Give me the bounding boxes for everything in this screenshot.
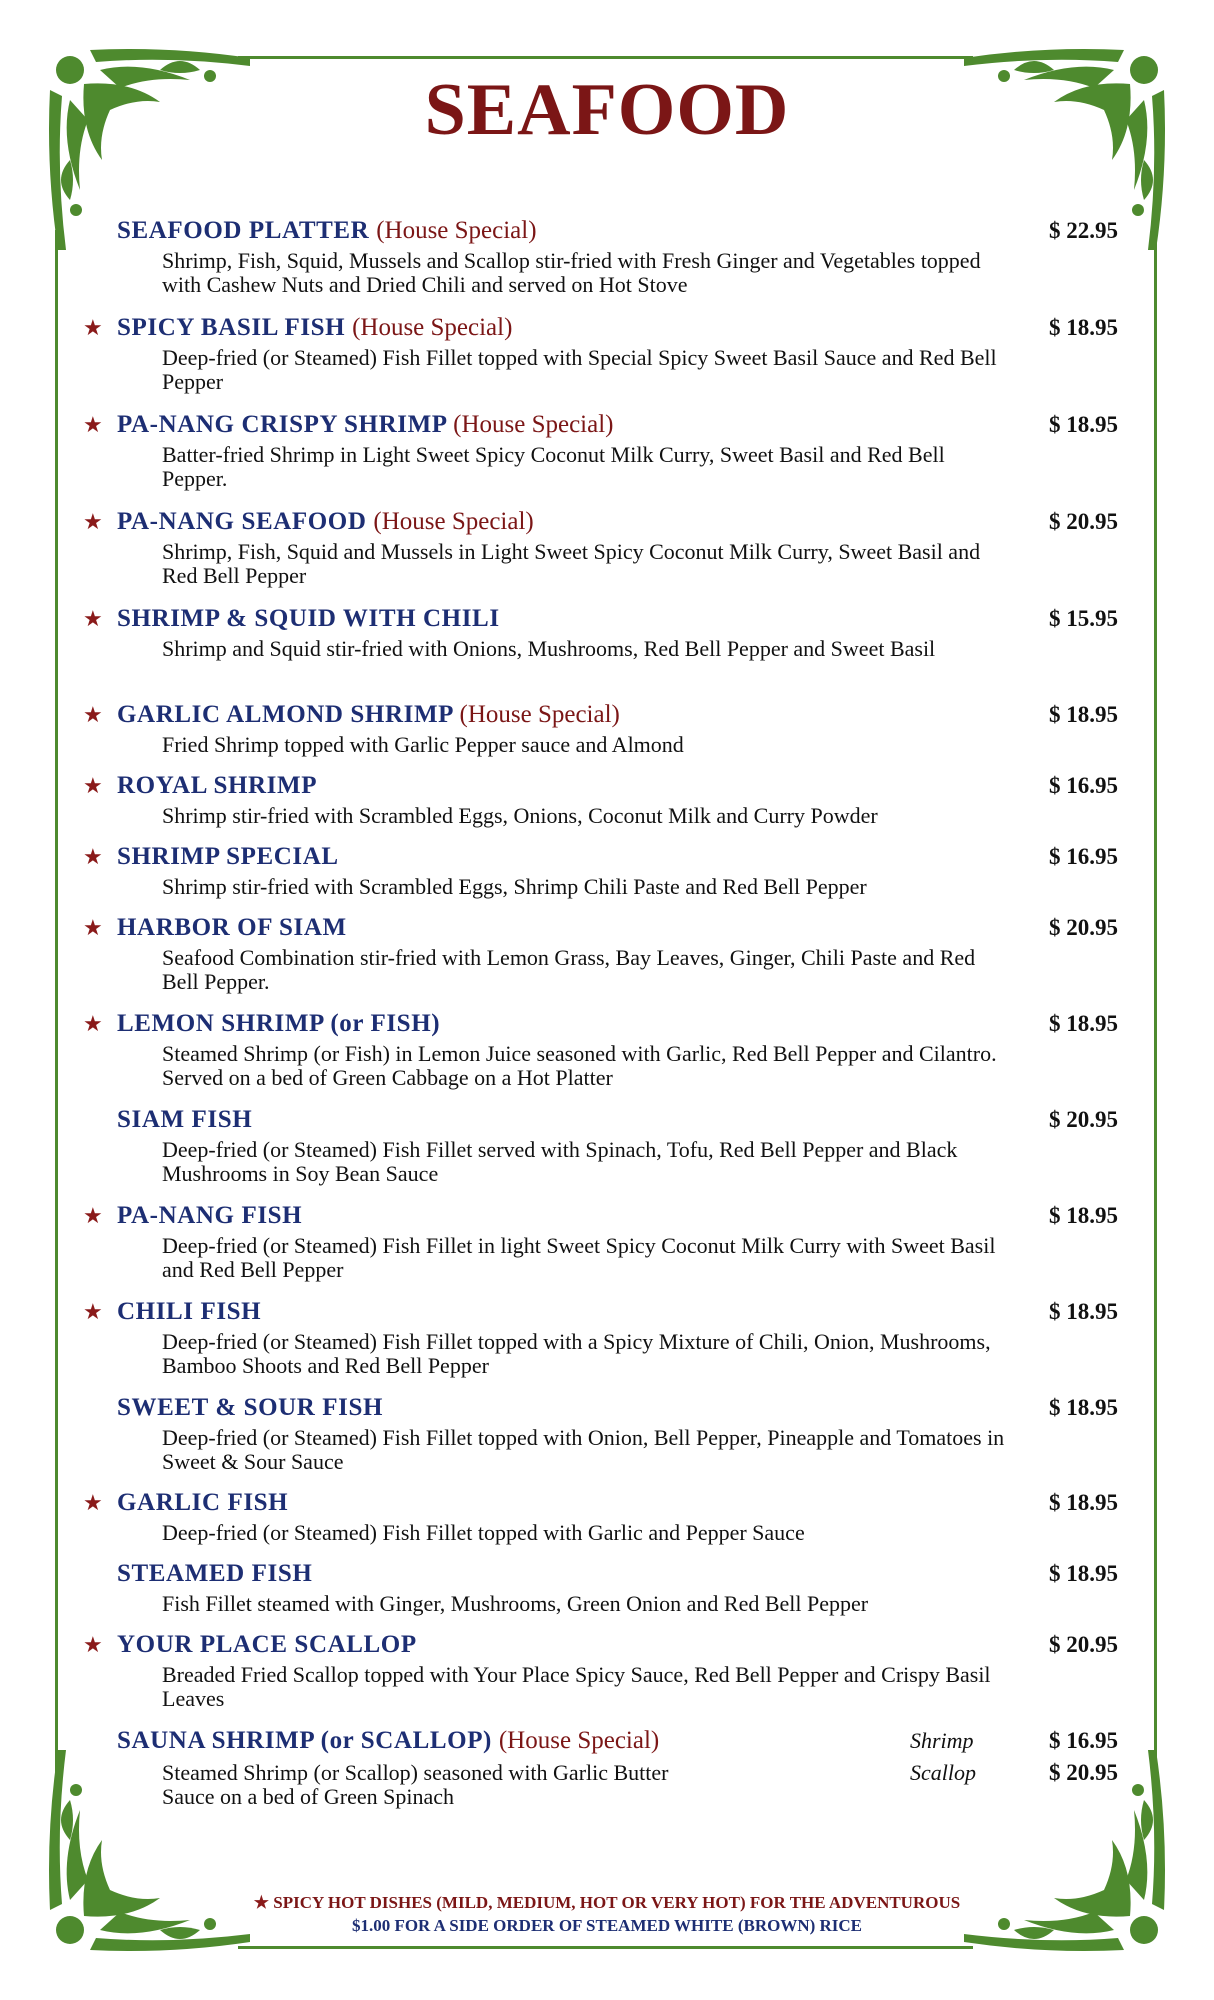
menu-item-title: HARBOR OF SIAM bbox=[117, 914, 347, 941]
menu-item-description: Steamed Shrimp (or Scallop) seasoned with Garlic Butter Sauce on a bed of Green Spinach bbox=[162, 1760, 669, 1809]
star-icon: ★ bbox=[83, 315, 103, 340]
menu-item-price: $ 20.95 bbox=[1049, 509, 1118, 534]
menu-item-name bbox=[117, 410, 614, 440]
menu-item-name bbox=[117, 1726, 659, 1756]
border-top bbox=[238, 56, 973, 59]
menu-item-title: SHRIMP SPECIAL bbox=[117, 843, 339, 870]
house-special-tag: (House Special) bbox=[453, 411, 614, 438]
menu-item-description: Deep-fried (or Steamed) Fish Fillet topped with Special Spicy Sweet Basil Sauce and Red Bell Pepper bbox=[162, 345, 997, 394]
menu-item-description: Breaded Fried Scallop topped with Your Place Spicy Sauce, Red Bell Pepper and Crispy Basil Leaves bbox=[162, 1662, 991, 1711]
menu-item-description: Shrimp and Squid stir-fried with Onions, Mushrooms, Red Bell Pepper and Sweet Basil bbox=[162, 636, 936, 661]
menu-item-name bbox=[117, 507, 534, 537]
menu-item-title: GARLIC FISH bbox=[117, 1489, 289, 1516]
menu-item bbox=[0, 1726, 1214, 1816]
menu-item bbox=[0, 1105, 1214, 1195]
menu-item-description: Shrimp, Fish, Squid and Mussels in Light Sweet Spicy Coconut Milk Curry, Sweet Basil and Red Bell Pepper bbox=[162, 539, 981, 588]
menu-item-description: Deep-fried (or Steamed) Fish Fillet in light Sweet Spicy Coconut Milk Curry with Sweet Basil and Red Bell Pepper bbox=[162, 1233, 996, 1282]
menu-item-price: $ 18.95 bbox=[1049, 1203, 1118, 1228]
star-icon: ★ bbox=[83, 702, 103, 727]
menu-item-title: GARLIC ALMOND SHRIMP bbox=[117, 701, 453, 728]
house-special-tag: (House Special) bbox=[373, 508, 534, 535]
menu-item-name bbox=[117, 1297, 261, 1327]
menu-item-title: SWEET & SOUR FISH bbox=[117, 1394, 384, 1421]
house-special-tag: (House Special) bbox=[459, 701, 620, 728]
menu-item-description: Shrimp stir-fried with Scrambled Eggs, Onions, Coconut Milk and Curry Powder bbox=[162, 803, 878, 828]
house-special-tag: (House Special) bbox=[352, 314, 513, 341]
menu-item bbox=[0, 1201, 1214, 1291]
menu-item-price: $ 18.95 bbox=[1049, 1395, 1118, 1420]
menu-item-name bbox=[117, 913, 347, 943]
star-icon: ★ bbox=[83, 1490, 103, 1515]
menu-item-title: STEAMED FISH bbox=[117, 1560, 313, 1587]
menu-item-name bbox=[117, 842, 339, 872]
menu-item-description: Shrimp stir-fried with Scrambled Eggs, Shrimp Chili Paste and Red Bell Pepper bbox=[162, 874, 867, 899]
star-icon: ★ bbox=[83, 606, 103, 631]
menu-item-name bbox=[117, 1201, 302, 1231]
star-icon: ★ bbox=[83, 1203, 103, 1228]
star-icon: ★ bbox=[253, 1893, 270, 1912]
menu-item-description: Shrimp, Fish, Squid, Mussels and Scallop stir-fried with Fresh Ginger and Vegetables topped with Cashew Nuts and Dried Chili and served on Hot Stove bbox=[162, 248, 981, 297]
menu-item-title: SPICY BASIL FISH bbox=[117, 314, 346, 341]
border-bottom bbox=[238, 1946, 973, 1949]
menu-item-name bbox=[117, 1559, 312, 1589]
menu-item bbox=[0, 913, 1214, 1003]
menu-item-title: PA-NANG FISH bbox=[117, 1202, 303, 1229]
menu-item-name bbox=[117, 313, 512, 343]
menu-item-price: $ 18.95 bbox=[1049, 315, 1118, 340]
menu-item bbox=[0, 216, 1214, 306]
menu-item-price: $ 18.95 bbox=[1049, 1490, 1118, 1515]
menu-item-description: Seafood Combination stir-fried with Lemon Grass, Bay Leaves, Ginger, Chili Paste and Red Bell Pepper. bbox=[162, 945, 976, 994]
menu-item-price: $ 20.95 bbox=[1049, 1632, 1118, 1657]
star-icon: ★ bbox=[83, 844, 103, 869]
menu-item bbox=[0, 1009, 1214, 1099]
page-title: SEAFOOD bbox=[424, 69, 790, 151]
menu-item-description: Fried Shrimp topped with Garlic Pepper sauce and Almond bbox=[162, 732, 684, 757]
menu-item bbox=[0, 313, 1214, 403]
menu-item-title: ROYAL SHRIMP bbox=[117, 772, 318, 799]
menu-item bbox=[0, 1393, 1214, 1483]
menu-item-price: $ 20.95 bbox=[1049, 915, 1118, 940]
spicy-note-text: SPICY HOT DISHES (MILD, MEDIUM, HOT OR VERY HOT) FOR THE ADVENTUROUS bbox=[273, 1893, 961, 1912]
menu-item bbox=[0, 410, 1214, 500]
menu-item-title: YOUR PLACE SCALLOP bbox=[117, 1631, 417, 1658]
menu-item-name bbox=[117, 700, 620, 730]
menu-item-description: Deep-fried (or Steamed) Fish Fillet topped with a Spicy Mixture of Chili, Onion, Mushrooms, Bamboo Shoots and Red Bell Pepper bbox=[162, 1329, 991, 1378]
menu-item-title: SHRIMP & SQUID WITH CHILI bbox=[117, 605, 500, 632]
menu-item-name bbox=[117, 1488, 288, 1518]
menu-item-price: $ 16.95 bbox=[1049, 773, 1118, 798]
menu-item-price: $ 18.95 bbox=[1049, 412, 1118, 437]
house-special-tag: (House Special) bbox=[376, 217, 537, 244]
menu-item-description: Batter-fried Shrimp in Light Sweet Spicy Coconut Milk Curry, Sweet Basil and Red Bell Pepper. bbox=[162, 442, 945, 491]
rice-note: $1.00 FOR A SIDE ORDER OF STEAMED WHITE (BROWN) RICE bbox=[351, 1916, 863, 1935]
spicy-note bbox=[0, 1892, 1214, 1914]
menu-item-name bbox=[117, 771, 317, 801]
menu-item-description: Deep-fried (or Steamed) Fish Fillet topped with Garlic and Pepper Sauce bbox=[162, 1520, 805, 1545]
menu-item-price: $ 18.95 bbox=[1049, 702, 1118, 727]
menu-item-description: Steamed Shrimp (or Fish) in Lemon Juice seasoned with Garlic, Red Bell Pepper and Cilantro. Served on a bed of Green Cabbage on a Hot Platter bbox=[162, 1041, 997, 1090]
menu-item-title: PA-NANG CRISPY SHRIMP bbox=[117, 411, 447, 438]
variant-price: $ 16.95 bbox=[1049, 1728, 1118, 1753]
menu-item-price: $ 22.95 bbox=[1049, 218, 1118, 243]
menu-item-name bbox=[117, 1630, 417, 1660]
menu-item-description: Deep-fried (or Steamed) Fish Fillet served with Spinach, Tofu, Red Bell Pepper and Black Mushrooms in Soy Bean Sauce bbox=[162, 1137, 958, 1186]
menu-item bbox=[0, 1630, 1214, 1720]
menu-item-name bbox=[117, 1009, 440, 1039]
menu-item-title: SAUNA SHRIMP (or SCALLOP) bbox=[117, 1727, 492, 1754]
menu-item bbox=[0, 1297, 1214, 1387]
menu-item-description: Deep-fried (or Steamed) Fish Fillet topped with Onion, Bell Pepper, Pineapple and Tomatoes in Sweet & Sour Sauce bbox=[162, 1425, 1005, 1474]
menu-item-price: $ 18.95 bbox=[1049, 1561, 1118, 1586]
star-icon: ★ bbox=[83, 773, 103, 798]
menu-item-price: $ 18.95 bbox=[1049, 1011, 1118, 1036]
menu-item-title: LEMON SHRIMP (or FISH) bbox=[117, 1010, 441, 1037]
star-icon: ★ bbox=[83, 412, 103, 437]
star-icon: ★ bbox=[83, 1632, 103, 1657]
house-special-tag: (House Special) bbox=[498, 1727, 660, 1754]
menu-item-name bbox=[117, 604, 500, 634]
menu-item-title: CHILI FISH bbox=[117, 1298, 262, 1325]
menu-item-title: SIAM FISH bbox=[117, 1106, 253, 1133]
menu-item-price: $ 18.95 bbox=[1049, 1299, 1118, 1324]
menu-item-price: $ 16.95 bbox=[1049, 844, 1118, 869]
menu-item-price: $ 20.95 bbox=[1049, 1107, 1118, 1132]
menu-item bbox=[0, 507, 1214, 597]
star-icon: ★ bbox=[83, 509, 103, 534]
menu-item-name bbox=[117, 216, 537, 246]
menu-item-name bbox=[117, 1105, 252, 1135]
variant-label: Shrimp bbox=[910, 1728, 974, 1753]
menu-item-name bbox=[117, 1393, 383, 1423]
star-icon: ★ bbox=[83, 1011, 103, 1036]
variant-price: $ 20.95 bbox=[1049, 1760, 1118, 1785]
menu-item-title: PA-NANG SEAFOOD bbox=[117, 508, 367, 535]
variant-label: Scallop bbox=[910, 1760, 976, 1785]
menu-item bbox=[0, 604, 1214, 694]
menu-item-title: SEAFOOD PLATTER bbox=[117, 217, 370, 244]
star-icon: ★ bbox=[83, 915, 103, 940]
menu-item-price: $ 15.95 bbox=[1049, 606, 1118, 631]
menu-item-description: Fish Fillet steamed with Ginger, Mushrooms, Green Onion and Red Bell Pepper bbox=[162, 1591, 869, 1616]
star-icon: ★ bbox=[83, 1299, 103, 1324]
